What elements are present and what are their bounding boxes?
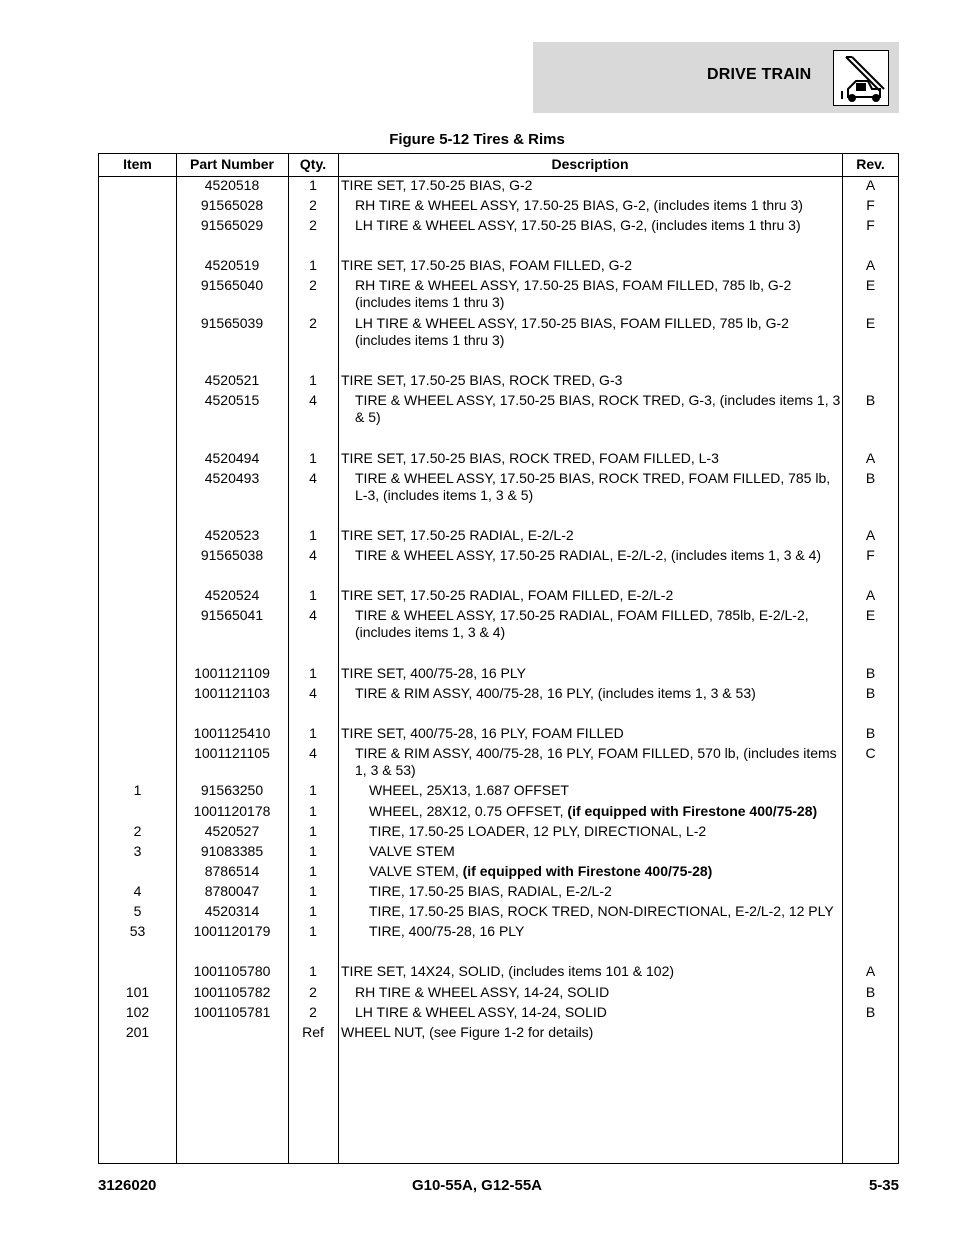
description-text: TIRE SET, 400/75-28, 16 PLY xyxy=(341,665,526,681)
part-number-cell: 1001105782 xyxy=(193,984,271,1000)
description-cell xyxy=(369,923,841,940)
description-cell xyxy=(369,803,841,820)
part-number-cell: 4520521 xyxy=(204,372,260,388)
description-cell xyxy=(341,963,841,980)
qty-cell: 2 xyxy=(309,277,317,293)
rev-cell: F xyxy=(866,217,875,233)
rev-cell: E xyxy=(865,315,876,331)
description-cell xyxy=(355,547,841,564)
description-text: WHEEL, 25X13, 1.687 OFFSET xyxy=(369,782,569,798)
description-text: TIRE & WHEEL ASSY, 17.50-25 BIAS, ROCK TRED, G-3, (includes items 1, 3 & 5) xyxy=(355,392,841,425)
description-text: TIRE SET, 14X24, SOLID, (includes items 101 & 102) xyxy=(341,963,675,979)
qty-cell: 2 xyxy=(309,315,317,331)
qty-cell: 1 xyxy=(309,843,317,859)
rev-cell: C xyxy=(865,745,876,761)
part-number-cell: 91565029 xyxy=(200,217,264,233)
description-cell xyxy=(341,1024,841,1041)
description-text: TIRE SET, 17.50-25 RADIAL, E-2/L-2 xyxy=(341,527,574,543)
description-cell xyxy=(341,527,841,544)
qty-cell: 1 xyxy=(309,903,317,919)
part-number-cell: 4520493 xyxy=(204,470,260,486)
part-number-cell: 1001121103 xyxy=(194,685,270,701)
description-text: TIRE SET, 17.50-25 BIAS, ROCK TRED, G-3 xyxy=(341,372,623,388)
part-number-cell: 4520519 xyxy=(204,257,260,273)
rev-cell: A xyxy=(865,257,876,273)
qty-cell: 4 xyxy=(309,745,317,761)
description-cell xyxy=(341,257,841,274)
header-description: Description xyxy=(551,156,629,172)
rev-cell: A xyxy=(865,587,876,603)
item-cell: 201 xyxy=(125,1024,150,1040)
description-cell xyxy=(369,782,841,799)
part-number-cell: 1001121109 xyxy=(194,665,270,681)
description-text: TIRE SET, 17.50-25 BIAS, G-2 xyxy=(341,177,533,193)
qty-cell: 2 xyxy=(309,217,317,233)
qty-cell: 1 xyxy=(309,372,317,388)
description-cell xyxy=(355,685,841,702)
part-number-cell: 1001120178 xyxy=(193,803,271,819)
qty-cell: 1 xyxy=(309,963,317,979)
description-cell xyxy=(369,843,841,860)
part-number-cell: 8786514 xyxy=(204,863,260,879)
qty-cell: 1 xyxy=(309,883,317,899)
qty-cell: Ref xyxy=(302,1024,324,1040)
part-number-cell: 91565039 xyxy=(200,315,264,331)
part-number-cell: 4520518 xyxy=(204,177,260,193)
rev-cell: E xyxy=(865,607,876,623)
rev-cell: A xyxy=(865,963,876,979)
doc-number: 3126020 xyxy=(98,1177,157,1194)
rev-cell: B xyxy=(865,685,876,701)
forklift-icon xyxy=(833,50,889,106)
description-text: RH TIRE & WHEEL ASSY, 17.50-25 BIAS, G-2, (includes items 1 thru 3) xyxy=(355,197,803,213)
item-cell: 53 xyxy=(129,923,146,939)
description-text: TIRE & WHEEL ASSY, 17.50-25 RADIAL, FOAM FILLED, 785lb, E-2/L-2, (includes items 1, 3 & 4) xyxy=(355,607,809,640)
description-cell xyxy=(355,745,841,779)
item-cell: 4 xyxy=(133,883,142,899)
qty-cell: 1 xyxy=(309,863,317,879)
qty-cell: 4 xyxy=(309,607,317,623)
rev-cell: B xyxy=(865,392,876,408)
description-note: (if equipped with Firestone 400/75-28) xyxy=(462,863,713,879)
part-number-cell: 4520527 xyxy=(204,823,260,839)
part-number-cell: 91565041 xyxy=(200,607,264,623)
description-text: LH TIRE & WHEEL ASSY, 17.50-25 BIAS, FOAM FILLED, 785 lb, G-2 (includes items 1 thru 3) xyxy=(355,315,789,348)
part-number-cell: 1001105780 xyxy=(193,963,271,979)
qty-cell: 1 xyxy=(309,823,317,839)
description-text: WHEEL NUT, (see Figure 1-2 for details) xyxy=(341,1024,594,1040)
rev-cell: A xyxy=(865,450,876,466)
description-text: TIRE SET, 17.50-25 BIAS, ROCK TRED, FOAM FILLED, L-3 xyxy=(341,450,719,466)
rev-cell: A xyxy=(865,177,876,193)
description-cell xyxy=(369,823,841,840)
section-title: DRIVE TRAIN xyxy=(707,66,812,83)
part-number-cell: 91563250 xyxy=(200,782,264,798)
rev-cell: B xyxy=(865,984,876,1000)
description-cell xyxy=(355,197,841,214)
part-number-cell: 4520515 xyxy=(204,392,260,408)
qty-cell: 2 xyxy=(309,1004,317,1020)
qty-cell: 2 xyxy=(309,984,317,1000)
part-number-cell: 1001105781 xyxy=(193,1004,271,1020)
part-number-cell: 91565038 xyxy=(200,547,264,563)
item-cell: 1 xyxy=(133,782,142,798)
qty-cell: 2 xyxy=(309,197,317,213)
header-qty: Qty. xyxy=(299,156,327,172)
qty-cell: 1 xyxy=(309,782,317,798)
qty-cell: 4 xyxy=(309,392,317,408)
header-item: Item xyxy=(123,156,152,172)
description-cell xyxy=(341,725,841,742)
description-cell xyxy=(341,177,841,194)
qty-cell: 1 xyxy=(309,665,317,681)
description-text: TIRE, 400/75-28, 16 PLY xyxy=(369,923,525,939)
part-number-cell: 1001125410 xyxy=(193,725,271,741)
qty-cell: 1 xyxy=(309,587,317,603)
description-text: VALVE STEM xyxy=(369,843,455,859)
description-cell xyxy=(341,665,841,682)
description-text: RH TIRE & WHEEL ASSY, 14-24, SOLID xyxy=(355,984,610,1000)
description-text: TIRE & RIM ASSY, 400/75-28, 16 PLY, FOAM FILLED, 570 lb, (includes items 1, 3 & 53) xyxy=(355,745,837,778)
qty-cell: 1 xyxy=(309,527,317,543)
description-text: TIRE & RIM ASSY, 400/75-28, 16 PLY, (includes items 1, 3 & 53) xyxy=(355,685,756,701)
description-cell xyxy=(355,1004,841,1021)
description-cell xyxy=(355,217,841,234)
description-cell xyxy=(355,315,841,349)
rev-cell: B xyxy=(865,725,876,741)
qty-cell: 1 xyxy=(309,725,317,741)
part-number-cell: 4520494 xyxy=(204,450,260,466)
description-cell xyxy=(341,450,841,467)
header-rev: Rev. xyxy=(856,156,885,172)
description-cell xyxy=(355,277,841,311)
header-part-number: Part Number xyxy=(189,156,275,172)
rev-cell: F xyxy=(866,197,875,213)
description-text: VALVE STEM, xyxy=(369,863,463,879)
rev-cell: E xyxy=(865,277,876,293)
rev-cell: B xyxy=(865,470,876,486)
rev-cell: A xyxy=(865,527,876,543)
figure-title: Figure 5-12 Tires & Rims xyxy=(389,131,565,148)
qty-cell: 4 xyxy=(309,547,317,563)
description-text: TIRE SET, 17.50-25 BIAS, FOAM FILLED, G-2 xyxy=(341,257,632,273)
item-cell: 101 xyxy=(125,984,150,1000)
description-cell xyxy=(355,392,841,426)
description-text: WHEEL, 28X12, 0.75 OFFSET, xyxy=(369,803,568,819)
description-text: TIRE & WHEEL ASSY, 17.50-25 RADIAL, E-2/L-2, (includes items 1, 3 & 4) xyxy=(355,547,822,563)
column-divider xyxy=(338,154,339,1163)
description-text: TIRE, 17.50-25 LOADER, 12 PLY, DIRECTIONAL, L-2 xyxy=(369,823,707,839)
item-cell: 3 xyxy=(133,843,142,859)
part-number-cell: 91565040 xyxy=(200,277,264,293)
description-cell xyxy=(341,587,841,604)
description-cell xyxy=(369,903,841,920)
part-number-cell: 91565028 xyxy=(200,197,264,213)
description-text: TIRE, 17.50-25 BIAS, RADIAL, E-2/L-2 xyxy=(369,883,612,899)
part-number-cell: 8780047 xyxy=(204,883,260,899)
rev-cell: F xyxy=(866,547,875,563)
qty-cell: 1 xyxy=(309,803,317,819)
description-cell xyxy=(355,470,841,504)
description-text: TIRE, 17.50-25 BIAS, ROCK TRED, NON-DIRECTIONAL, E-2/L-2, 12 PLY xyxy=(369,903,834,919)
description-cell xyxy=(341,372,841,389)
description-text: LH TIRE & WHEEL ASSY, 14-24, SOLID xyxy=(355,1004,607,1020)
part-number-cell: 4520523 xyxy=(204,527,260,543)
model-numbers: G10-55A, G12-55A xyxy=(411,1177,543,1194)
qty-cell: 1 xyxy=(309,177,317,193)
item-cell: 5 xyxy=(133,903,142,919)
qty-cell: 1 xyxy=(309,257,317,273)
part-number-cell: 91083385 xyxy=(200,843,264,859)
part-number-cell: 4520314 xyxy=(204,903,260,919)
part-number-cell: 4520524 xyxy=(204,587,260,603)
description-text: TIRE & WHEEL ASSY, 17.50-25 BIAS, ROCK TRED, FOAM FILLED, 785 lb, L-3, (includes items 1, 3 & 5) xyxy=(355,470,831,503)
description-note: (if equipped with Firestone 400/75-28) xyxy=(567,803,818,819)
part-number-cell: 1001121105 xyxy=(194,745,270,761)
description-text: TIRE SET, 400/75-28, 16 PLY, FOAM FILLED xyxy=(341,725,624,741)
rev-cell: B xyxy=(865,665,876,681)
part-number-cell: 1001120179 xyxy=(193,923,271,939)
page-number: 5-35 xyxy=(868,1177,899,1194)
description-text: RH TIRE & WHEEL ASSY, 17.50-25 BIAS, FOAM FILLED, 785 lb, G-2 (includes items 1 thru 3) xyxy=(355,277,792,310)
description-cell xyxy=(355,984,841,1001)
qty-cell: 1 xyxy=(309,923,317,939)
description-cell xyxy=(369,863,841,880)
item-cell: 2 xyxy=(133,823,142,839)
qty-cell: 4 xyxy=(309,685,317,701)
item-cell: 102 xyxy=(125,1004,150,1020)
section-header xyxy=(533,42,899,113)
rev-cell: B xyxy=(865,1004,876,1020)
description-text: TIRE SET, 17.50-25 RADIAL, FOAM FILLED, E-2/L-2 xyxy=(341,587,674,603)
qty-cell: 1 xyxy=(309,450,317,466)
qty-cell: 4 xyxy=(309,470,317,486)
description-cell xyxy=(355,607,841,641)
description-cell xyxy=(369,883,841,900)
parts-table xyxy=(98,153,899,1164)
description-text: LH TIRE & WHEEL ASSY, 17.50-25 BIAS, G-2, (includes items 1 thru 3) xyxy=(355,217,801,233)
